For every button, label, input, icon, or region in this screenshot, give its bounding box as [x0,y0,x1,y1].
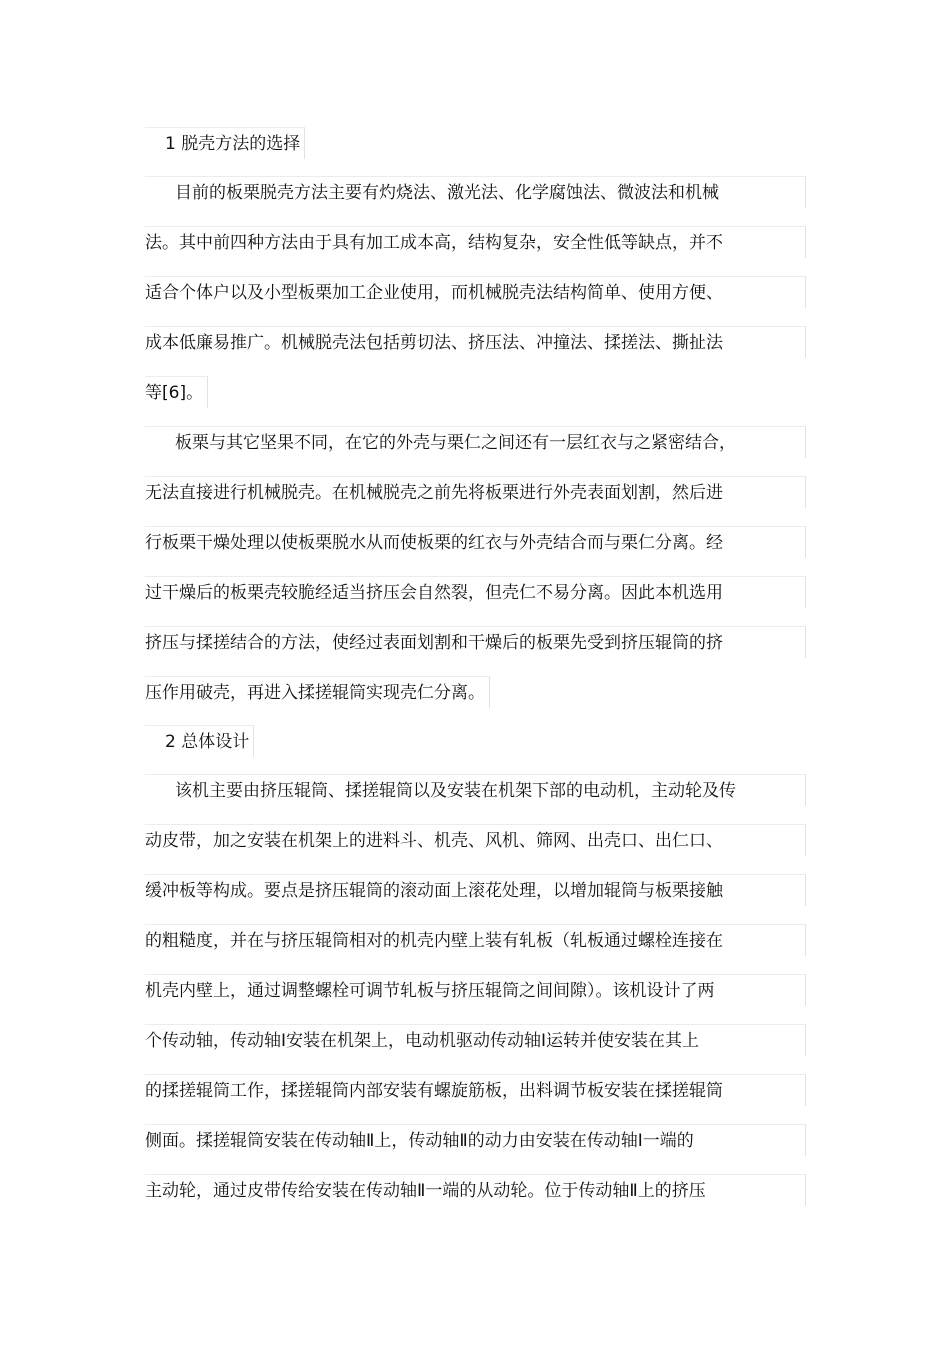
paragraph-line: 动皮带，加之安装在机架上的进料斗、机壳、风机、筛网、出壳口、出仁口、 [145,824,806,856]
paragraph-line: 的揉搓辊筒工作，揉搓辊筒内部安装有螺旋筋板，出料调节板安装在揉搓辊筒 [145,1074,806,1106]
paragraph-line: 个传动轴，传动轴Ⅰ安装在机架上，电动机驱动传动轴Ⅰ运转并使安装在其上 [145,1024,806,1056]
paragraph-line: 法。其中前四种方法由于具有加工成本高，结构复杂，安全性低等缺点，并不 [145,226,806,258]
paragraph-line: 目前的板栗脱壳方法主要有灼烧法、激光法、化学腐蚀法、微波法和机械 [145,176,806,208]
paragraph-line: 该机主要由挤压辊筒、揉搓辊筒以及安装在机架下部的电动机，主动轮及传 [145,774,806,806]
paragraph-line: 压作用破壳，再进入揉搓辊筒实现壳仁分离。 [145,676,490,708]
paragraph-line: 等[6]。 [145,376,208,408]
paragraph-line: 板栗与其它坚果不同，在它的外壳与栗仁之间还有一层红衣与之紧密结合， [145,426,806,458]
paragraph-line: 侧面。揉搓辊筒安装在传动轴Ⅱ上，传动轴Ⅱ的动力由安装在传动轴Ⅰ一端的 [145,1124,806,1156]
paragraph-line: 机壳内壁上，通过调整螺栓可调节轧板与挤压辊筒之间间隙）。该机设计了两 [145,974,806,1006]
paragraph-line: 缓冲板等构成。要点是挤压辊筒的滚动面上滚花处理，以增加辊筒与板栗接触 [145,874,806,906]
section-heading-2: 2 总体设计 [145,725,254,757]
section-heading-1: 1 脱壳方法的选择 [145,127,305,159]
paragraph-line: 挤压与揉搓结合的方法，使经过表面划割和干燥后的板栗先受到挤压辊筒的挤 [145,626,806,658]
paragraph-line: 主动轮，通过皮带传给安装在传动轴Ⅱ一端的从动轮。位于传动轴Ⅱ上的挤压 [145,1174,806,1206]
paragraph-line: 无法直接进行机械脱壳。在机械脱壳之前先将板栗进行外壳表面划割，然后进 [145,476,806,508]
paragraph-line: 过干燥后的板栗壳较脆经适当挤压会自然裂，但壳仁不易分离。因此本机选用 [145,576,806,608]
paragraph-line: 成本低廉易推广。机械脱壳法包括剪切法、挤压法、冲撞法、揉搓法、撕扯法 [145,326,806,358]
paragraph-line: 行板栗干燥处理以使板栗脱水从而使板栗的红衣与外壳结合而与栗仁分离。经 [145,526,806,558]
paragraph-line: 的粗糙度，并在与挤压辊筒相对的机壳内壁上装有轧板（轧板通过螺栓连接在 [145,924,806,956]
paragraph-line: 适合个体户以及小型板栗加工企业使用，而机械脱壳法结构简单、使用方便、 [145,276,806,308]
